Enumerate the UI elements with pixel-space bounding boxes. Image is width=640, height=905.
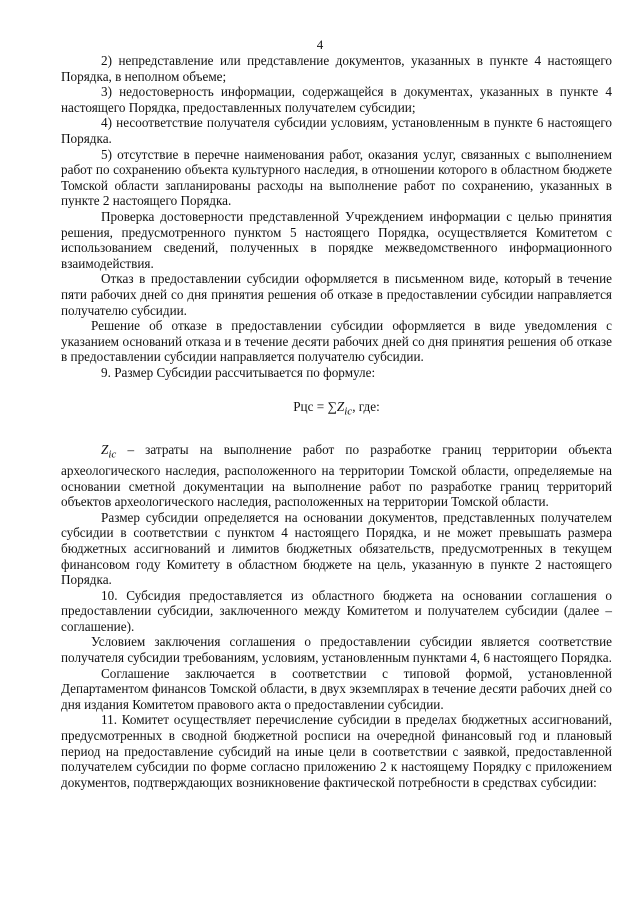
paragraph-section-9: 9. Размер Субсидии рассчитывается по формуле: [101,364,376,380]
paragraph-verification: Проверка достоверности представленной Учреждением информации с целью принятия решения, предусмотренного пунктом 5 настоящего Порядка, осуществляется Комитетом с использованием сведений, полученных в порядке межведомственного информационного взаимодействия. [61,208,612,271]
subsidy-formula [61,399,612,420]
zic-variable: Z [101,441,109,457]
formula-right: , где: [352,399,380,415]
paragraph-agreement-form: Соглашение заключается в соответствии с типовой формой, установленной Департаментом финансов Томской области, в двух экземплярах в течение десяти рабочих дней со дня издания Комитетом правового акта о предоставлении субсидии. [61,665,612,712]
formula-left: Рцс = ∑ [293,399,337,415]
zic-definition-text: – затраты на выполнение работ по разработке границ территории объекта археологического наследия, расположенного на территории Томской области, определяемые на основании сметной документации на выполнение работ по разработке границ территорий объектов археологического наследия, расположенных на территории Томской области. [61,441,612,510]
paragraph-item-2: 2) непредставление или представление документов, указанных в пункте 4 настоящего Порядка, в неполном объеме; [61,53,612,84]
page-number: 4 [316,37,324,52]
paragraph-refusal-form: Отказ в предоставлении субсидии оформляется в письменном виде, который в течение пяти рабочих дней со дня принятия решения об отказе в предоставлении субсидии направляется получателю субсидии. [61,271,612,318]
paragraph-item-5: 5) отсутствие в перечне наименования работ, оказания услуг, связанных с выполнением работ по сохранению объекта культурного наследия, в отношении которого в областном бюджете Томской области запланированы расходы на выполнение работ по сохранению, указанных в пункте 2 настоящего Порядка. [61,146,612,209]
paragraph-section-10: 10. Субсидия предоставляется из областного бюджета на основании соглашения о предоставлении субсидии, заключенного между Комитетом и получателем субсидии (далее – соглашение). [61,587,612,634]
paragraph-zic-definition [61,442,612,510]
paragraph-item-3: 3) недостоверность информации, содержащейся в документах, указанных в пункте 4 настоящего Порядка, предоставленных получателем субсидии; [61,84,612,115]
document-body [61,53,612,790]
paragraph-subsidy-size: Размер субсидии определяется на основании документов, представленных получателем субсидии в соответствии с пунктом 4 настоящего Порядка, и не может превышать размера бюджетных ассигнований и лимитов бюджетных обязательств, предусмотренных в текущем финансовом году Комитету в областном бюджете на цель, указанную в пункте 2 настоящего Порядка. [61,509,612,588]
paragraph-item-4: 4) несоответствие получателя субсидии условиям, установленным в пункте 6 настоящего Порядка. [61,115,612,146]
formula-subscript: ic [344,406,353,419]
formula-variable: Z [336,399,345,415]
paragraph-section-11: 11. Комитет осуществляет перечисление субсидии в пределах бюджетных ассигнований, предусмотренных в сводной бюджетной росписи на очередной финансовый год и плановый период на предоставление субсидий на иные цели в соответствии с заявкой, предоставленной получателем субсидии по форме согласно приложению 2 к настоящему Порядку с приложением документов, подтверждающих возникновение фактической потребности в средствах субсидии: [61,712,612,790]
paragraph-agreement-condition: Условием заключения соглашения о предоставлении субсидии является соответствие получателя субсидии требованиям, условиям, установленным пунктами 4, 6 настоящего Порядка. [61,634,612,666]
paragraph-refusal-decision: Решение об отказе в предоставлении субсидии оформляется в виде уведомления с указанием оснований отказа и в течение десяти рабочих дней со дня принятия решения об отказе в предоставлении субсидии направляется получателю субсидии. [61,318,612,365]
zic-subscript: ic [108,448,117,461]
